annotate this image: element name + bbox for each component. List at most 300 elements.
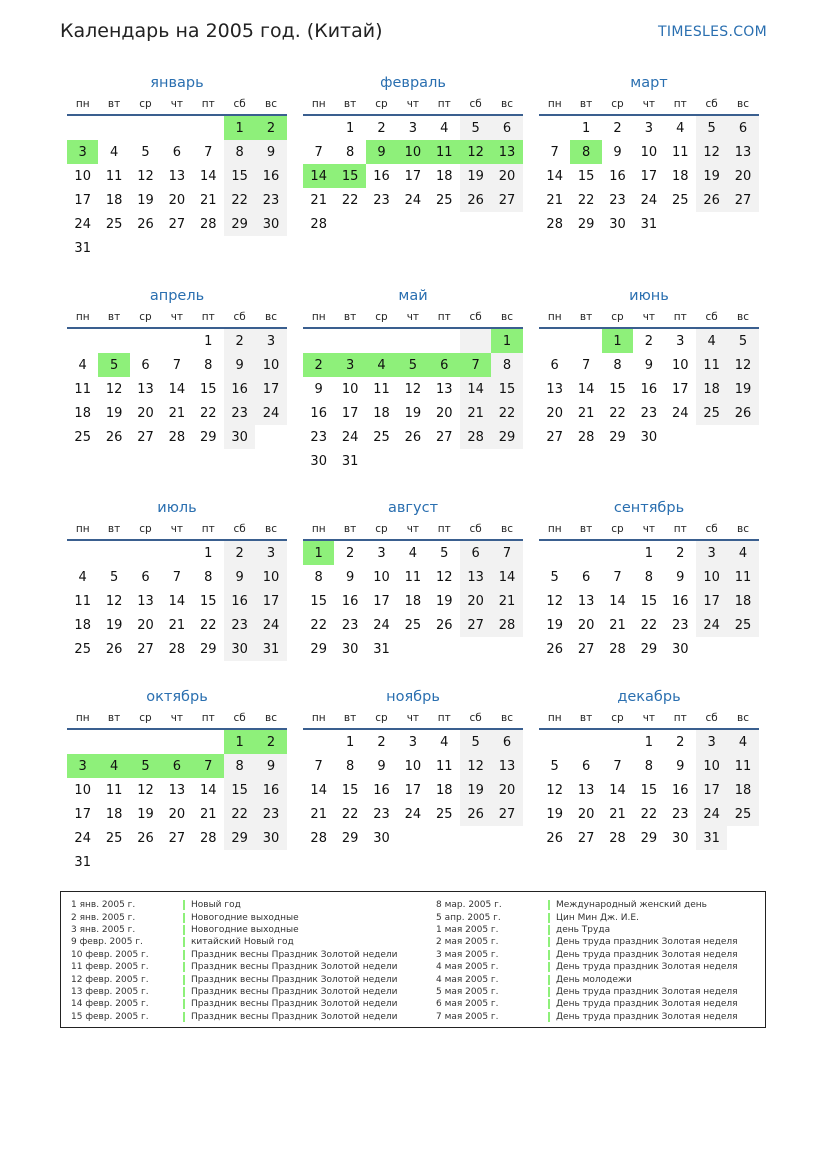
day-cell: 9 — [224, 565, 255, 589]
weekday-label: сб — [233, 712, 246, 724]
day-cell: 18 — [435, 782, 453, 798]
day-cell: 11 — [727, 754, 758, 778]
day-cell: 3 — [255, 329, 286, 353]
day-cell: 10 — [74, 782, 91, 798]
day-cell: 6 — [550, 357, 559, 373]
day-cell: 5 — [109, 569, 119, 585]
day-cell: 1 — [303, 541, 334, 565]
legend-row — [436, 899, 738, 911]
day-cell: 18 — [105, 806, 123, 822]
legend-date: 9 февр. 2005 г. — [71, 937, 143, 948]
day-cell: 30 — [310, 453, 327, 469]
day-cell: 20 — [727, 164, 758, 188]
month-2 — [303, 72, 523, 236]
day-cell: 21 — [168, 405, 186, 421]
day-cell: 27 — [137, 429, 154, 445]
legend-holiday-name: День труда праздник Золотая неделя — [556, 1011, 738, 1022]
day-cell: 26 — [137, 830, 154, 846]
month-name: сентябрь — [613, 500, 685, 516]
day-cell: 5 — [460, 730, 491, 754]
day-cell: 4 — [408, 545, 417, 561]
legend-date: 2 мая 2005 г. — [436, 937, 499, 948]
day-cell: 9 — [255, 140, 286, 164]
weekday-label: вс — [737, 311, 750, 323]
weekday-label: вс — [501, 98, 514, 110]
day-cell: 17 — [341, 405, 359, 421]
day-cell: 1 — [345, 120, 355, 136]
empty-cell — [130, 730, 161, 754]
day-cell: 17 — [404, 168, 422, 184]
day-cell: 26 — [137, 216, 154, 232]
day-cell: 2 — [613, 120, 622, 136]
legend-row — [71, 986, 398, 998]
day-cell: 18 — [671, 168, 689, 184]
holiday-marker — [183, 913, 185, 923]
day-cell: 22 — [640, 617, 658, 633]
holiday-marker — [548, 999, 550, 1009]
day-cell: 24 — [696, 613, 727, 637]
empty-cell — [366, 329, 397, 353]
month-6 — [539, 285, 759, 449]
day-cell: 27 — [491, 188, 522, 212]
day-cell: 21 — [310, 192, 327, 208]
holiday-marker — [183, 925, 185, 935]
day-cell: 14 — [199, 168, 217, 184]
day-cell: 27 — [491, 802, 522, 826]
legend-date: 4 мая 2005 г. — [436, 962, 499, 973]
day-cell: 14 — [168, 593, 186, 609]
holiday-marker — [548, 925, 550, 935]
day-cell: 30 — [341, 641, 359, 657]
day-cell: 1 — [644, 545, 653, 561]
month-name: октябрь — [146, 689, 208, 705]
day-cell: 13 — [137, 381, 154, 397]
day-cell: 9 — [345, 569, 355, 585]
legend-holiday-name: Праздник весны Праздник Золотой недели — [191, 1011, 398, 1022]
day-cell: 7 — [581, 357, 591, 373]
day-cell: 17 — [255, 589, 286, 613]
day-cell: 25 — [696, 401, 727, 425]
day-cell: 25 — [671, 192, 689, 208]
holiday-marker — [183, 999, 185, 1009]
day-cell: 5 — [397, 353, 428, 377]
day-cell: 7 — [193, 754, 224, 778]
month-name: июнь — [629, 288, 669, 304]
day-cell: 5 — [130, 754, 161, 778]
day-cell: 25 — [435, 806, 453, 822]
legend-holiday-name: День труда праздник Золотая неделя — [556, 949, 738, 960]
day-cell: 30 — [255, 826, 286, 850]
day-cell: 4 — [440, 120, 449, 136]
day-cell: 2 — [377, 120, 386, 136]
legend-row — [71, 924, 398, 936]
day-cell: 20 — [460, 589, 491, 613]
weekday-label: вт — [579, 311, 593, 323]
empty-cell — [98, 329, 129, 353]
day-cell: 2 — [224, 329, 255, 353]
weekday-label: ср — [611, 98, 624, 110]
legend-row — [436, 924, 738, 936]
day-cell: 23 — [373, 806, 390, 822]
day-cell: 12 — [546, 782, 563, 798]
weekday-label: ср — [611, 311, 624, 323]
day-cell: 12 — [404, 381, 422, 397]
day-cell: 12 — [460, 754, 491, 778]
day-cell: 12 — [435, 569, 453, 585]
day-grid — [539, 329, 759, 449]
day-cell: 11 — [105, 782, 123, 798]
empty-cell — [67, 541, 98, 565]
weekday-label: пт — [201, 98, 215, 110]
day-cell: 10 — [696, 565, 727, 589]
day-cell: 4 — [366, 353, 397, 377]
legend-row — [71, 973, 398, 985]
weekday-label: пт — [201, 523, 215, 535]
weekday-label: сб — [469, 523, 482, 535]
day-cell: 1 — [491, 329, 522, 353]
day-cell: 15 — [224, 164, 255, 188]
day-cell: 16 — [671, 782, 689, 798]
month-name: июль — [157, 500, 197, 516]
day-grid — [67, 730, 287, 874]
day-cell: 1 — [204, 545, 213, 561]
day-cell: 2 — [345, 545, 355, 561]
weekday-label: чт — [642, 98, 656, 110]
weekday-label: пт — [673, 523, 687, 535]
day-cell: 10 — [397, 140, 428, 164]
weekday-label: вс — [265, 712, 278, 724]
month-1 — [67, 72, 287, 260]
weekday-label: пн — [547, 311, 562, 323]
empty-cell — [193, 116, 224, 140]
day-cell: 21 — [460, 401, 491, 425]
empty-cell — [303, 329, 334, 353]
legend-date: 5 апр. 2005 г. — [436, 912, 501, 923]
month-9 — [539, 497, 759, 661]
day-cell: 24 — [74, 216, 91, 232]
day-cell: 23 — [310, 429, 327, 445]
empty-cell — [161, 329, 192, 353]
legend-holiday-name: Праздник весны Праздник Золотой недели — [191, 986, 398, 997]
day-cell: 27 — [577, 641, 595, 657]
day-cell: 17 — [255, 377, 286, 401]
day-cell: 19 — [404, 405, 422, 421]
day-cell: 8 — [204, 569, 213, 585]
weekday-label: сб — [233, 311, 246, 323]
empty-cell — [539, 541, 570, 565]
day-cell: 8 — [224, 140, 255, 164]
legend-date: 12 февр. 2005 г. — [71, 974, 149, 985]
day-cell: 24 — [74, 830, 91, 846]
day-cell: 7 — [460, 353, 491, 377]
weekday-label: вт — [107, 98, 121, 110]
day-cell: 16 — [255, 164, 286, 188]
day-cell: 11 — [373, 381, 390, 397]
day-cell: 24 — [671, 405, 689, 421]
month-4 — [67, 285, 287, 449]
day-cell: 27 — [168, 830, 186, 846]
day-cell: 23 — [341, 617, 359, 633]
weekday-label: чт — [642, 311, 656, 323]
day-cell: 6 — [429, 353, 460, 377]
day-cell: 13 — [491, 754, 522, 778]
weekday-label: чт — [170, 311, 184, 323]
day-cell: 25 — [435, 192, 453, 208]
day-cell: 1 — [224, 116, 255, 140]
legend-row — [71, 961, 398, 973]
legend-column-left — [71, 899, 398, 1023]
day-cell: 12 — [727, 353, 758, 377]
weekday-label: пт — [437, 98, 451, 110]
weekday-label: пн — [311, 523, 326, 535]
day-cell: 27 — [546, 429, 563, 445]
day-cell: 28 — [199, 830, 217, 846]
day-cell: 24 — [696, 802, 727, 826]
legend-holiday-name: Праздник весны Праздник Золотой недели — [191, 974, 398, 985]
weekday-label: вт — [343, 98, 357, 110]
day-cell: 10 — [404, 758, 422, 774]
day-cell: 1 — [581, 120, 591, 136]
day-cell: 13 — [435, 381, 453, 397]
day-cell: 6 — [491, 116, 522, 140]
day-cell: 10 — [640, 144, 658, 160]
weekday-label: пт — [673, 311, 687, 323]
day-cell: 18 — [74, 405, 91, 421]
day-cell: 28 — [310, 216, 327, 232]
weekday-header — [539, 519, 759, 541]
day-grid — [539, 116, 759, 236]
day-cell: 22 — [199, 617, 217, 633]
legend-holiday-name: китайский Новый год — [191, 937, 294, 948]
day-cell: 29 — [640, 830, 658, 846]
day-cell: 22 — [310, 617, 327, 633]
day-cell: 11 — [727, 565, 758, 589]
page-title: Календарь на 2005 год. (Китай) — [60, 20, 383, 42]
day-cell: 25 — [74, 641, 91, 657]
day-cell: 28 — [609, 830, 626, 846]
holiday-marker — [183, 962, 185, 972]
empty-cell — [130, 116, 161, 140]
day-cell: 21 — [310, 806, 327, 822]
day-cell: 18 — [727, 589, 758, 613]
day-cell: 11 — [671, 144, 689, 160]
day-cell: 8 — [314, 569, 323, 585]
day-cell: 6 — [491, 730, 522, 754]
day-cell: 29 — [224, 212, 255, 236]
day-cell: 6 — [581, 758, 591, 774]
weekday-label: пн — [547, 98, 562, 110]
day-cell: 17 — [640, 168, 658, 184]
day-cell: 5 — [98, 353, 129, 377]
day-cell: 20 — [137, 617, 154, 633]
day-cell: 18 — [696, 377, 727, 401]
day-cell: 11 — [74, 593, 91, 609]
weekday-label: ср — [139, 98, 152, 110]
month-name: ноябрь — [386, 689, 440, 705]
day-cell: 3 — [255, 541, 286, 565]
weekday-label: сб — [705, 523, 718, 535]
month-name: май — [398, 288, 428, 304]
weekday-label: пн — [75, 311, 90, 323]
day-cell: 16 — [255, 778, 286, 802]
holiday-marker — [183, 937, 185, 947]
day-grid — [539, 541, 759, 661]
weekday-label: вс — [501, 523, 514, 535]
weekday-label: вс — [265, 311, 278, 323]
day-cell: 16 — [671, 593, 689, 609]
day-cell: 25 — [727, 613, 758, 637]
day-cell: 29 — [577, 216, 595, 232]
day-cell: 12 — [546, 593, 563, 609]
legend-date: 8 мар. 2005 г. — [436, 900, 502, 911]
day-cell: 24 — [373, 617, 390, 633]
weekday-label: ср — [611, 523, 624, 535]
legend-row — [436, 998, 738, 1010]
weekday-label: чт — [170, 712, 184, 724]
day-cell: 8 — [491, 353, 522, 377]
weekday-label: сб — [469, 98, 482, 110]
day-cell: 31 — [640, 216, 658, 232]
day-cell: 26 — [435, 617, 453, 633]
day-cell: 3 — [644, 120, 653, 136]
weekday-header — [539, 708, 759, 730]
day-cell: 5 — [440, 545, 449, 561]
month-name: апрель — [149, 288, 205, 304]
brand-link[interactable]: TIMESLES.COM — [658, 24, 767, 40]
day-cell: 11 — [74, 381, 91, 397]
weekday-label: сб — [705, 98, 718, 110]
legend-row — [71, 998, 398, 1010]
day-cell: 13 — [168, 168, 186, 184]
weekday-header — [303, 519, 523, 541]
weekday-label: чт — [406, 311, 420, 323]
weekday-label: ср — [375, 712, 388, 724]
day-cell: 27 — [137, 641, 154, 657]
day-grid — [539, 730, 759, 850]
day-cell: 28 — [168, 429, 186, 445]
empty-cell — [539, 116, 570, 140]
legend-date: 13 февр. 2005 г. — [71, 986, 149, 997]
day-cell: 9 — [255, 754, 286, 778]
day-cell: 4 — [696, 329, 727, 353]
weekday-label: ср — [139, 311, 152, 323]
weekday-label: пт — [437, 523, 451, 535]
empty-cell — [539, 730, 570, 754]
weekday-label: вт — [343, 712, 357, 724]
day-cell: 1 — [602, 329, 633, 353]
day-cell: 19 — [727, 377, 758, 401]
legend-row — [436, 1011, 738, 1023]
day-cell: 23 — [671, 806, 689, 822]
empty-cell — [161, 541, 192, 565]
day-cell: 4 — [440, 734, 449, 750]
weekday-label: вт — [343, 311, 357, 323]
day-cell: 19 — [105, 617, 123, 633]
month-name: февраль — [380, 75, 446, 91]
empty-cell — [602, 541, 633, 565]
day-cell: 22 — [224, 188, 255, 212]
day-cell: 13 — [137, 593, 154, 609]
day-cell: 18 — [435, 168, 453, 184]
day-cell: 9 — [366, 140, 397, 164]
day-cell: 23 — [640, 405, 658, 421]
day-cell: 8 — [345, 144, 355, 160]
day-cell: 3 — [334, 353, 365, 377]
day-cell: 5 — [727, 329, 758, 353]
day-cell: 23 — [671, 617, 689, 633]
day-cell: 16 — [341, 593, 359, 609]
day-cell: 17 — [671, 381, 689, 397]
day-cell: 30 — [224, 425, 255, 449]
weekday-header — [67, 94, 287, 116]
day-cell: 23 — [224, 401, 255, 425]
day-cell: 12 — [696, 140, 727, 164]
legend-row — [436, 936, 738, 948]
day-cell: 30 — [671, 830, 689, 846]
weekday-label: вс — [501, 311, 514, 323]
day-cell: 4 — [727, 541, 758, 565]
month-name: август — [387, 500, 439, 516]
weekday-label: пт — [201, 712, 215, 724]
day-cell: 28 — [168, 641, 186, 657]
legend-holiday-name: Новогодние выходные — [191, 924, 299, 935]
legend-holiday-name: День труда праздник Золотая неделя — [556, 999, 738, 1010]
weekday-label: ср — [139, 523, 152, 535]
legend-date: 6 мая 2005 г. — [436, 999, 499, 1010]
empty-cell — [67, 730, 98, 754]
day-cell: 31 — [373, 641, 390, 657]
day-cell: 2 — [224, 541, 255, 565]
day-cell: 19 — [546, 617, 563, 633]
weekday-label: чт — [170, 523, 184, 535]
legend-date: 4 мая 2005 г. — [436, 974, 499, 985]
day-cell: 14 — [310, 782, 327, 798]
day-cell: 15 — [199, 593, 217, 609]
day-cell: 19 — [460, 164, 491, 188]
legend-row — [436, 973, 738, 985]
day-cell: 13 — [727, 140, 758, 164]
day-cell: 29 — [310, 641, 327, 657]
day-cell: 21 — [199, 192, 217, 208]
day-cell: 7 — [172, 357, 181, 373]
day-cell: 21 — [609, 806, 626, 822]
weekday-label: вт — [107, 523, 121, 535]
legend-column-right — [436, 899, 738, 1023]
day-cell: 2 — [676, 545, 685, 561]
day-cell: 12 — [105, 381, 123, 397]
day-cell: 31 — [696, 826, 727, 850]
day-cell: 1 — [345, 734, 355, 750]
day-cell: 27 — [577, 830, 595, 846]
day-cell: 1 — [204, 333, 213, 349]
empty-cell — [570, 541, 601, 565]
legend-date: 3 мая 2005 г. — [436, 949, 499, 960]
day-cell: 16 — [224, 377, 255, 401]
weekday-label: вс — [737, 98, 750, 110]
legend-row — [71, 936, 398, 948]
legend-holiday-name: День труда праздник Золотая неделя — [556, 986, 738, 997]
day-cell: 27 — [168, 216, 186, 232]
weekday-label: чт — [642, 523, 656, 535]
day-cell: 6 — [161, 754, 192, 778]
legend-row — [436, 911, 738, 923]
day-cell: 15 — [640, 593, 658, 609]
weekday-label: сб — [469, 311, 482, 323]
day-cell: 2 — [255, 730, 286, 754]
day-cell: 28 — [609, 641, 626, 657]
day-cell: 20 — [546, 405, 563, 421]
day-cell: 26 — [727, 401, 758, 425]
